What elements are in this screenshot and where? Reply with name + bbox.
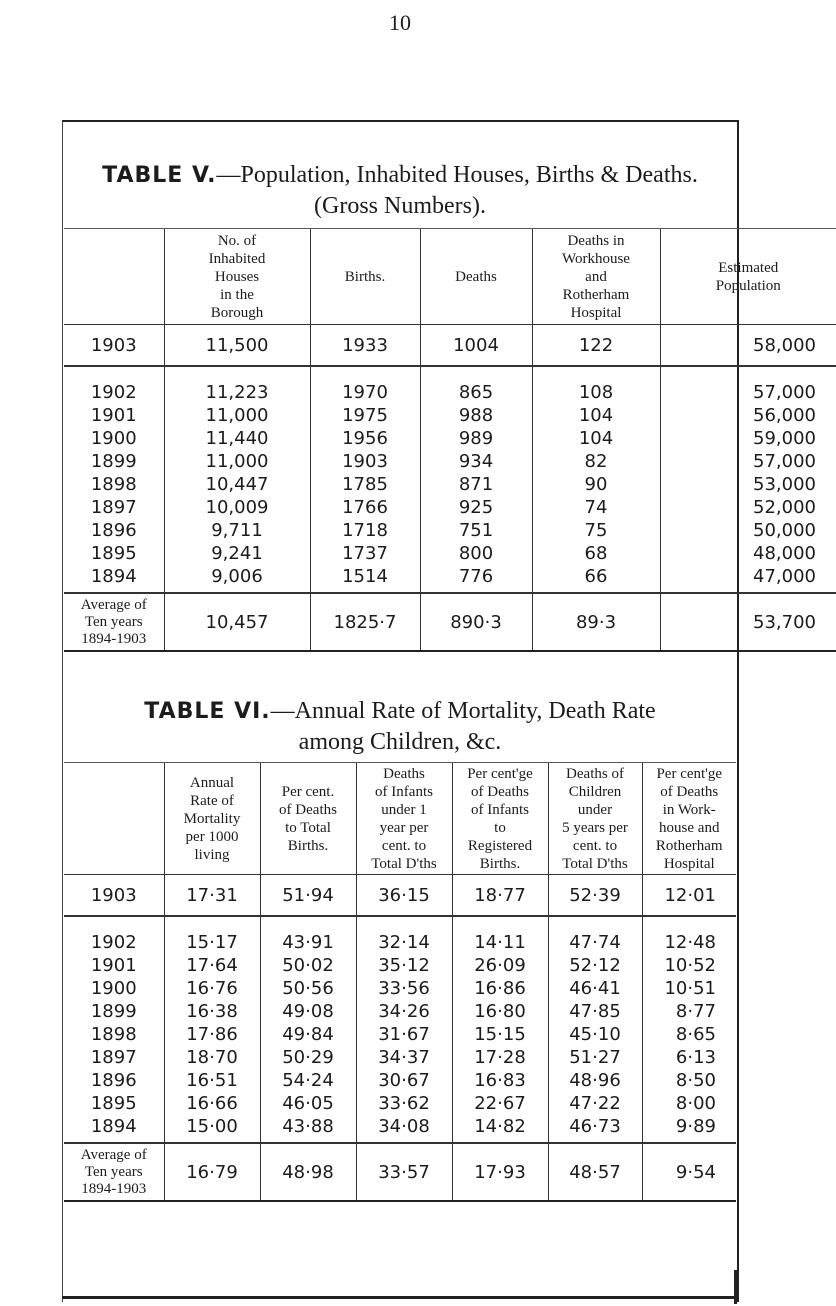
t6-workhouse-cell: 8·77	[642, 1000, 736, 1023]
t6-percent_infants-cell: 16·86	[452, 977, 548, 1000]
t6-year-cell: 1900	[90, 978, 137, 999]
t6-average-label-line: Ten years	[84, 1163, 143, 1180]
t5-births-cell: 1903	[310, 450, 420, 473]
t5-year-cell: 1894	[90, 566, 137, 587]
t6-children-cell: 52·39	[548, 875, 642, 917]
t6-row-1898	[64, 1023, 736, 1046]
t5-row-current	[64, 325, 836, 367]
t6-row-average	[64, 1143, 736, 1200]
t5-average-label-line: 1894-1903	[81, 630, 147, 647]
t6-children-cell: 46·73	[548, 1115, 642, 1143]
t5-workhouse-cell: 75	[532, 519, 660, 542]
t6-workhouse-cell: 12·01	[642, 875, 736, 917]
t5-houses-cell: 9,006	[164, 565, 310, 593]
t6-workhouse-cell: 9·89	[642, 1115, 736, 1143]
t6-header-percent-infants-l2: of Deaths	[471, 783, 529, 800]
t5-births-cell: 1514	[310, 565, 420, 593]
t6-percent_infants-cell: 18·77	[452, 875, 548, 917]
t5-year-cell: 1902	[90, 382, 137, 403]
t5-year-cell: 1903	[64, 325, 164, 367]
t5-average-population-cell: 53,700	[660, 593, 836, 650]
t6-percent_births-cell: 49·08	[260, 1000, 356, 1023]
t5-houses-cell: 11,223	[164, 381, 310, 404]
t5-end-rule-cell	[420, 650, 532, 651]
t6-workhouse-cell: 6·13	[642, 1046, 736, 1069]
t6-infants-cell: 33·62	[356, 1092, 452, 1115]
t5-header-workhouse-l3: and	[585, 268, 607, 285]
t6-year-cell: 1902	[90, 932, 137, 953]
t6-infants-cell: 30·67	[356, 1069, 452, 1092]
t6-header-workhouse-l2: of Deaths	[660, 783, 719, 800]
t5-deaths-cell: 1004	[420, 325, 532, 367]
t6-year-cell: 1901	[90, 955, 137, 976]
t6-header-workhouse	[642, 763, 736, 875]
t6-end-rule-cell	[642, 1200, 736, 1201]
t5-deaths-cell: 800	[420, 542, 532, 565]
t6-percent_infants-cell: 14·82	[452, 1115, 548, 1143]
t5-population-cell: 57,000	[660, 381, 836, 404]
t6-percent_infants-cell: 16·83	[452, 1069, 548, 1092]
t5-average-houses-cell: 10,457	[164, 593, 310, 650]
t5-births-cell: 1766	[310, 496, 420, 519]
t6-year-cell: 1897	[90, 1047, 137, 1068]
t6-header-children-l4: 5 years per	[562, 819, 628, 836]
t5-population-cell: 52,000	[660, 496, 836, 519]
t5-average-label	[64, 593, 164, 650]
t6-spacer-cell	[260, 916, 356, 931]
t6-header-infants-l2: of Infants	[375, 783, 433, 800]
t6-spacer-cell	[164, 916, 260, 931]
t6-header-workhouse-l6: Hospital	[663, 855, 715, 872]
t6-percent_births-cell: 50·29	[260, 1046, 356, 1069]
t5-row-1899	[64, 450, 836, 473]
t5-population-cell: 53,000	[660, 473, 836, 496]
t6-infants-cell: 34·08	[356, 1115, 452, 1143]
t6-header-annual-l2: Rate of	[190, 792, 234, 809]
t6-average-label-line: Average of	[80, 1146, 147, 1163]
t6-end-rule-cell	[260, 1200, 356, 1201]
t6-header-percent-infants-l3: of Infants	[471, 801, 529, 818]
t6-annual-cell: 15·00	[164, 1115, 260, 1143]
t6-row-1895	[64, 1092, 736, 1115]
t6-year-cell: 1903	[64, 875, 164, 917]
t5-population-cell: 48,000	[660, 542, 836, 565]
t6-infants-cell: 32·14	[356, 931, 452, 954]
t6-percent_births-cell: 43·88	[260, 1115, 356, 1143]
t5-row-average	[64, 593, 836, 650]
t6-header-children-l2: Children	[568, 783, 622, 800]
t5-row-1896	[64, 519, 836, 542]
t5-header-deaths: Deaths	[420, 229, 532, 325]
t5-header-houses-l5: Borough	[210, 304, 264, 321]
t5-births-cell: 1785	[310, 473, 420, 496]
t5-header-workhouse	[532, 229, 660, 325]
table6-title-line1: —Annual Rate of Mortality, Death Rate	[270, 698, 656, 724]
t6-header-percent-births-l3: to Total	[285, 819, 331, 836]
t6-header-infants-l4: year per	[379, 819, 429, 836]
t5-houses-cell: 9,241	[164, 542, 310, 565]
t5-workhouse-cell: 122	[532, 325, 660, 367]
t5-row-1898	[64, 473, 836, 496]
t5-end-rule-cell	[164, 650, 310, 651]
table5-title-line1: —Population, Inhabited Houses, Births & Deaths.	[216, 162, 698, 188]
t5-workhouse-cell: 68	[532, 542, 660, 565]
table6-label: TABLE VI.	[144, 699, 271, 724]
t5-spacer-cell	[64, 366, 164, 381]
t5-end-rule-cell	[64, 650, 164, 651]
t6-header-children	[548, 763, 642, 875]
t5-average-label-line: Average of	[80, 596, 147, 613]
t5-houses-cell: 11,000	[164, 404, 310, 427]
t5-workhouse-cell: 74	[532, 496, 660, 519]
t5-population-cell: 47,000	[660, 565, 836, 593]
t6-header-percent-infants-l4: to	[494, 819, 506, 836]
t5-population-cell: 56,000	[660, 404, 836, 427]
t6-average-label	[64, 1143, 164, 1200]
t6-header-percent-births-l2: of Deaths	[279, 801, 337, 818]
t6-year-cell: 1898	[90, 1024, 137, 1045]
t5-end-rule-cell	[532, 650, 660, 651]
t5-workhouse-cell: 108	[532, 381, 660, 404]
t5-births-cell: 1970	[310, 381, 420, 404]
t5-end-rule-cell	[310, 650, 420, 651]
t5-houses-cell: 11,440	[164, 427, 310, 450]
t5-header-workhouse-l5: Hospital	[570, 304, 622, 321]
t5-deaths-cell: 865	[420, 381, 532, 404]
t6-header-percent-infants-l6: Births.	[479, 855, 521, 872]
t6-annual-cell: 17·64	[164, 954, 260, 977]
t6-row-1894	[64, 1115, 736, 1143]
t6-percent_infants-cell: 17·28	[452, 1046, 548, 1069]
t6-average-children-cell: 48·57	[548, 1143, 642, 1200]
t6-header-annual-l5: living	[194, 846, 230, 863]
t6-annual-cell: 17·86	[164, 1023, 260, 1046]
t6-end-rule-cell	[164, 1200, 260, 1201]
t6-row-1900	[64, 977, 736, 1000]
t6-average-percent_births-cell: 48·98	[260, 1143, 356, 1200]
t6-annual-cell: 16·66	[164, 1092, 260, 1115]
t5-houses-cell: 11,000	[164, 450, 310, 473]
t6-infants-cell: 34·37	[356, 1046, 452, 1069]
t6-row-1902	[64, 931, 736, 954]
table5-title	[62, 160, 738, 221]
t6-row-1897	[64, 1046, 736, 1069]
t5-header-population-l1: Estimated	[718, 259, 779, 276]
t6-average-label-line: 1894-1903	[81, 1180, 147, 1197]
t6-row-1896	[64, 1069, 736, 1092]
t5-spacer-cell	[164, 366, 310, 381]
t6-annual-cell: 15·17	[164, 931, 260, 954]
table5	[64, 228, 836, 652]
t6-annual-cell: 16·76	[164, 977, 260, 1000]
table6-title-line2: among Children, &c.	[298, 729, 502, 755]
t6-header-percent-infants	[452, 763, 548, 875]
table6-title	[62, 696, 738, 757]
t6-children-cell: 46·41	[548, 977, 642, 1000]
bottom-rule	[62, 1296, 738, 1299]
t5-average-workhouse-cell: 89·3	[532, 593, 660, 650]
t6-year-cell: 1894	[90, 1116, 137, 1137]
t6-header-children-l5: cent. to	[572, 837, 618, 854]
t6-header-children-l6: Total D'ths	[562, 855, 628, 872]
t6-percent_infants-cell: 26·09	[452, 954, 548, 977]
t5-year-cell: 1896	[90, 520, 137, 541]
t6-year-cell: 1895	[90, 1093, 137, 1114]
t6-spacer-cell	[356, 916, 452, 931]
t5-header-workhouse-l1: Deaths in	[567, 232, 625, 249]
t5-houses-cell: 9,711	[164, 519, 310, 542]
t5-header-houses-l2: Inhabited	[208, 250, 266, 267]
t6-end-rule-cell	[452, 1200, 548, 1201]
t6-header-workhouse-l3: in Work-	[662, 801, 716, 818]
right-rule-tail	[734, 1270, 737, 1304]
t5-year-cell: 1901	[90, 405, 137, 426]
t5-header-population-l2: Population	[715, 277, 781, 294]
t6-end-rule-cell	[548, 1200, 642, 1201]
t5-deaths-cell: 776	[420, 565, 532, 593]
page-number: 10	[389, 10, 411, 35]
t5-year-cell: 1900	[90, 428, 137, 449]
t5-houses-cell: 10,447	[164, 473, 310, 496]
t6-header-infants-l3: under 1	[381, 801, 427, 818]
t6-year-cell: 1896	[90, 1070, 137, 1091]
t5-header-workhouse-l4: Rotherham	[562, 286, 630, 303]
t5-spacer-cell	[660, 366, 836, 381]
t6-header-workhouse-l4: house and	[659, 819, 720, 836]
t5-spacer-cell	[420, 366, 532, 381]
t5-header-births: Births.	[310, 229, 420, 325]
t6-workhouse-cell: 8·50	[642, 1069, 736, 1092]
t5-year-cell: 1898	[90, 474, 137, 495]
t5-end-rule	[64, 650, 836, 651]
t6-workhouse-cell: 10·52	[642, 954, 736, 977]
t6-children-cell: 51·27	[548, 1046, 642, 1069]
t5-deaths-cell: 925	[420, 496, 532, 519]
t6-row-current	[64, 875, 736, 917]
t6-percent_births-cell: 51·94	[260, 875, 356, 917]
t6-children-cell: 47·74	[548, 931, 642, 954]
t5-population-cell: 58,000	[660, 325, 836, 367]
t5-header-year	[64, 229, 164, 325]
t5-births-cell: 1933	[310, 325, 420, 367]
t5-population-cell: 57,000	[660, 450, 836, 473]
t6-children-cell: 48·96	[548, 1069, 642, 1092]
t6-header-percent-infants-l5: Registered	[467, 837, 533, 854]
t6-row-1901	[64, 954, 736, 977]
t6-workhouse-cell: 8·65	[642, 1023, 736, 1046]
t6-spacer-cell	[642, 916, 736, 931]
t5-houses-cell: 11,500	[164, 325, 310, 367]
t6-header-year	[64, 763, 164, 875]
t6-workhouse-cell: 8·00	[642, 1092, 736, 1115]
t6-row-1899	[64, 1000, 736, 1023]
t5-workhouse-cell: 82	[532, 450, 660, 473]
t6-header-workhouse-l1: Per cent'ge	[656, 765, 723, 782]
t5-row-1902	[64, 381, 836, 404]
t6-children-cell: 45·10	[548, 1023, 642, 1046]
t5-workhouse-cell: 104	[532, 427, 660, 450]
t6-annual-cell: 17·31	[164, 875, 260, 917]
t6-infants-cell: 31·67	[356, 1023, 452, 1046]
t6-year-cell: 1899	[90, 1001, 137, 1022]
t5-deaths-cell: 751	[420, 519, 532, 542]
t6-header-workhouse-l5: Rotherham	[655, 837, 723, 854]
t5-row-1897	[64, 496, 836, 519]
t6-average-infants-cell: 33·57	[356, 1143, 452, 1200]
t6-percent_births-cell: 50·56	[260, 977, 356, 1000]
t5-workhouse-cell: 66	[532, 565, 660, 593]
t5-average-births-cell: 1825·7	[310, 593, 420, 650]
t6-workhouse-cell: 12·48	[642, 931, 736, 954]
t6-header-children-l1: Deaths of	[566, 765, 624, 782]
table5-label: TABLE V.	[102, 163, 217, 188]
t5-births-cell: 1737	[310, 542, 420, 565]
t5-header-population	[660, 229, 836, 325]
t6-spacer	[64, 916, 736, 931]
t5-deaths-cell: 988	[420, 404, 532, 427]
t6-infants-cell: 33·56	[356, 977, 452, 1000]
t6-children-cell: 52·12	[548, 954, 642, 977]
t6-end-rule-cell	[64, 1200, 164, 1201]
t6-average-annual-cell: 16·79	[164, 1143, 260, 1200]
t6-infants-cell: 34·26	[356, 1000, 452, 1023]
t6-percent_infants-cell: 15·15	[452, 1023, 548, 1046]
t5-population-cell: 50,000	[660, 519, 836, 542]
t5-end-rule-cell	[660, 650, 836, 651]
t5-header-houses-l1: No. of	[217, 232, 257, 249]
t6-percent_infants-cell: 22·67	[452, 1092, 548, 1115]
t6-spacer-cell	[452, 916, 548, 931]
t5-population-cell: 59,000	[660, 427, 836, 450]
t6-header-annual	[164, 763, 260, 875]
table6	[64, 762, 736, 1202]
t5-workhouse-cell: 104	[532, 404, 660, 427]
t6-header-percent-births-l4: Births.	[287, 837, 329, 854]
t6-header-children-l3: under	[577, 801, 613, 818]
t6-workhouse-cell: 10·51	[642, 977, 736, 1000]
t5-row-1900	[64, 427, 836, 450]
t5-year-cell: 1899	[90, 451, 137, 472]
t6-infants-cell: 35·12	[356, 954, 452, 977]
t6-average-percent_infants-cell: 17·93	[452, 1143, 548, 1200]
t5-row-1895	[64, 542, 836, 565]
t5-workhouse-cell: 90	[532, 473, 660, 496]
t6-header-infants-l1: Deaths	[383, 765, 425, 782]
t6-spacer-cell	[548, 916, 642, 931]
t5-year-cell: 1895	[90, 543, 137, 564]
t5-year-cell: 1897	[90, 497, 137, 518]
t6-header-percent-births	[260, 763, 356, 875]
t5-header-houses-l4: in the	[220, 286, 254, 303]
t6-average-workhouse-cell: 9·54	[642, 1143, 736, 1200]
t5-header-houses	[164, 229, 310, 325]
t5-spacer-cell	[310, 366, 420, 381]
t6-header-infants	[356, 763, 452, 875]
t5-deaths-cell: 871	[420, 473, 532, 496]
t6-infants-cell: 36·15	[356, 875, 452, 917]
t6-end-rule-cell	[356, 1200, 452, 1201]
t6-percent_births-cell: 46·05	[260, 1092, 356, 1115]
t6-percent_infants-cell: 14·11	[452, 931, 548, 954]
t5-spacer-cell	[532, 366, 660, 381]
t5-deaths-cell: 989	[420, 427, 532, 450]
t5-average-label-line: Ten years	[84, 613, 143, 630]
t5-births-cell: 1975	[310, 404, 420, 427]
t6-percent_births-cell: 50·02	[260, 954, 356, 977]
t5-houses-cell: 10,009	[164, 496, 310, 519]
t5-births-cell: 1956	[310, 427, 420, 450]
t5-spacer	[64, 366, 836, 381]
t6-percent_births-cell: 43·91	[260, 931, 356, 954]
t6-annual-cell: 16·38	[164, 1000, 260, 1023]
t5-average-deaths-cell: 890·3	[420, 593, 532, 650]
t5-deaths-cell: 934	[420, 450, 532, 473]
t5-row-1901	[64, 404, 836, 427]
t6-spacer-cell	[64, 916, 164, 931]
t6-children-cell: 47·85	[548, 1000, 642, 1023]
t6-percent_infants-cell: 16·80	[452, 1000, 548, 1023]
t6-header-annual-l3: Mortality	[183, 810, 241, 827]
t6-children-cell: 47·22	[548, 1092, 642, 1115]
t6-end-rule	[64, 1200, 736, 1201]
t6-percent_births-cell: 54·24	[260, 1069, 356, 1092]
table5-title-line2: (Gross Numbers).	[314, 193, 486, 219]
t6-header-infants-l5: cent. to	[381, 837, 427, 854]
t5-births-cell: 1718	[310, 519, 420, 542]
t6-percent_births-cell: 49·84	[260, 1023, 356, 1046]
t6-header-percent-births-l1: Per cent.	[281, 783, 335, 800]
t6-header-percent-infants-l1: Per cent'ge	[467, 765, 533, 782]
t5-header-houses-l3: Houses	[214, 268, 260, 285]
t5-row-1894	[64, 565, 836, 593]
t6-annual-cell: 18·70	[164, 1046, 260, 1069]
t6-header-annual-l4: per 1000	[185, 828, 239, 845]
t5-header-workhouse-l2: Workhouse	[562, 250, 630, 267]
t6-header-infants-l6: Total D'ths	[371, 855, 437, 872]
t6-annual-cell: 16·51	[164, 1069, 260, 1092]
t6-header-annual-l1: Annual	[189, 774, 235, 791]
